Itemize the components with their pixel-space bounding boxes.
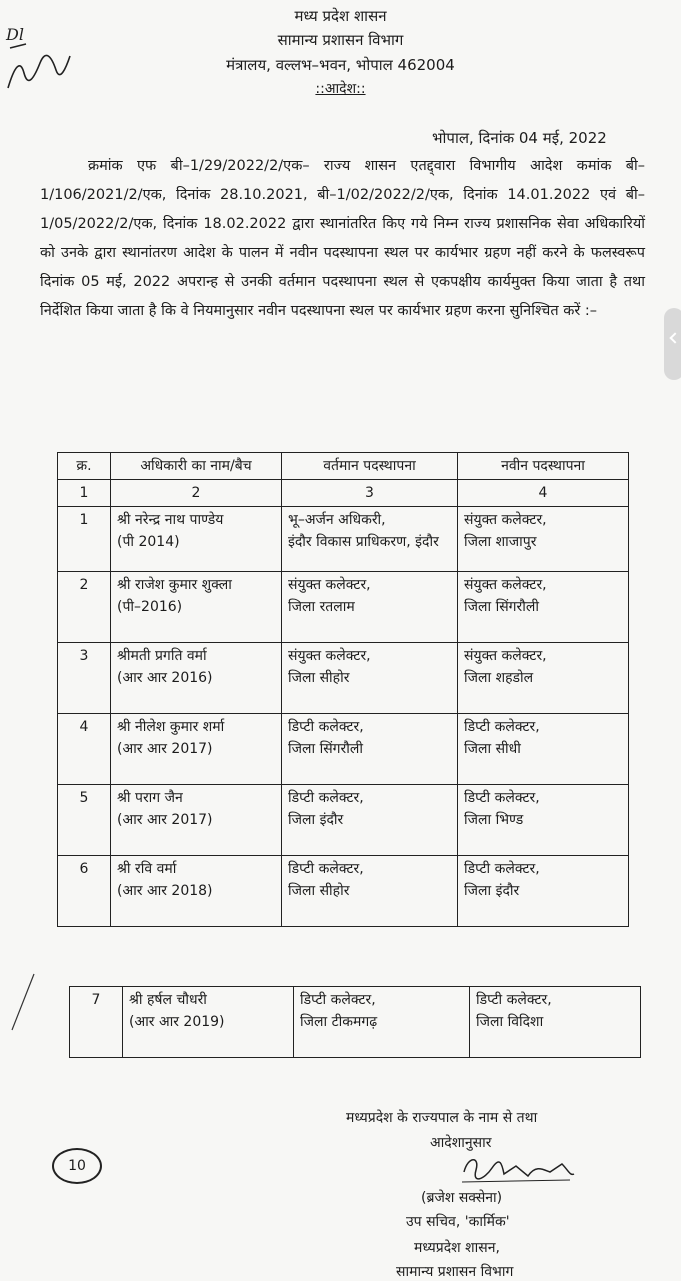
page-marker: 10 [52, 1148, 102, 1184]
officer-name: श्री हर्षल चौधरी [129, 992, 207, 1008]
officer-batch: (आर आर 2016) [117, 670, 213, 686]
header-officer-name: अधिकारी का नाम/बैच [111, 453, 282, 480]
new-posting-cell [470, 987, 641, 1058]
officer-batch: (पी 2014) [117, 534, 180, 550]
officer-batch: (आर आर 2017) [117, 812, 213, 828]
officer-batch: (आर आर 2018) [117, 883, 213, 899]
header-new-posting: नवीन पदस्थापना [458, 453, 629, 480]
posting-table-continued [69, 986, 641, 1058]
order-body [40, 152, 645, 326]
serial-cell: 3 [58, 643, 111, 714]
current-place: जिला टीकमगढ़ [300, 1014, 378, 1030]
new-post: डिप्टी कलेक्टर, [464, 719, 540, 735]
new-posting-cell [458, 856, 629, 927]
current-post: डिप्टी कलेक्टर, [288, 719, 364, 735]
new-posting-cell [458, 643, 629, 714]
serial-cell: 2 [58, 572, 111, 643]
signature-image [458, 1150, 578, 1190]
serial-cell: 4 [58, 714, 111, 785]
officer-cell [111, 785, 282, 856]
officer-name: श्री नीलेश कुमार शर्मा [117, 719, 225, 735]
officer-name: श्रीमती प्रगति वर्मा [117, 648, 207, 664]
margin-note-text: Dl [6, 25, 24, 44]
header-government: मध्य प्रदेश शासन [294, 7, 387, 25]
signer-designation: उप सचिव, 'कार्मिक' [406, 1214, 510, 1230]
current-posting-cell [294, 987, 470, 1058]
new-posting-cell [458, 507, 629, 572]
new-place: जिला सिंगरौली [464, 599, 540, 615]
serial-cell: 7 [70, 987, 123, 1058]
current-posting-cell [282, 572, 458, 643]
serial-cell: 1 [58, 507, 111, 572]
new-place: जिला शाजापुर [464, 534, 537, 550]
table-row [58, 507, 629, 572]
order-paragraph: क्रमांक एफ बी–1/29/2022/2/एक– राज्य शासन एतद्द्वारा विभागीय आदेश कमांक बी–1/106/2021/2/एक, दिनांक 28.10.2021, बी–1/02/2022/2/एक, दिनांक 14.01.2022 एवं बी–1/05/2022/2/एक, दिनांक 18.02.2022 द्वारा स्थानांतरित किए गये निम्न राज्य प्रशासनिक सेवा अधिकारियों को उनके द्वारा स्थानांतरण आदेश के पालन में नवीन पदस्थापना स्थल पर कार्यभार ग्रहण नहीं करने के फलस्वरूप दिनांक 05 मई, 2022 अपरान्ह से उनकी वर्तमान पदस्थापना स्थल से एकपक्षीय कार्यमुक्त किया जाता है तथा निर्देशित किया जाता है कि वे नियमानुसार नवीन पदस्थापना स्थल पर कार्यभार ग्रहण करना सुनिश्चित करें :– [40, 158, 645, 319]
current-posting-cell [282, 643, 458, 714]
table-row [58, 714, 629, 785]
table-header-row [58, 453, 629, 480]
officer-cell [111, 856, 282, 927]
signer-name: (ब्रजेश सक्सेना) [421, 1190, 503, 1206]
officer-name: श्री राजेश कुमार शुक्ला [117, 577, 232, 593]
new-posting-cell [458, 714, 629, 785]
officer-name: श्री पराग जैन [117, 790, 183, 806]
new-place: जिला विदिशा [476, 1014, 544, 1030]
table-row [58, 572, 629, 643]
signer-department: सामान्य प्रशासन विभाग [396, 1264, 514, 1280]
new-place: जिला शहडोल [464, 670, 534, 686]
table-row [58, 856, 629, 927]
col-number: 3 [282, 480, 458, 507]
table-row [70, 987, 641, 1058]
current-place: जिला इंदौर [288, 812, 344, 828]
table-row [58, 643, 629, 714]
header-serial: क्र. [58, 453, 111, 480]
header-department: सामान्य प्रशासन विभाग [277, 31, 404, 49]
header-current-posting: वर्तमान पदस्थापना [282, 453, 458, 480]
new-post: संयुक्त कलेक्टर, [464, 512, 547, 528]
new-posting-cell [458, 785, 629, 856]
new-place: जिला इंदौर [464, 883, 520, 899]
current-posting-cell [282, 714, 458, 785]
signer-office: मध्यप्रदेश शासन, [414, 1240, 500, 1256]
col-number: 1 [58, 480, 111, 507]
current-post: संयुक्त कलेक्टर, [288, 577, 371, 593]
officer-name: श्री रवि वर्मा [117, 861, 177, 877]
current-place: जिला सिंगरौली [288, 741, 364, 757]
column-number-row [58, 480, 629, 507]
new-post: डिप्टी कलेक्टर, [464, 790, 540, 806]
current-post: डिप्टी कलेक्टर, [288, 861, 364, 877]
officer-batch: (आर आर 2017) [117, 741, 213, 757]
officer-name: श्री नरेन्द्र नाथ पाण्डेय [117, 512, 224, 528]
current-place: इंदौर विकास प्राधिकरण, इंदौर [288, 534, 439, 550]
current-place: जिला रतलाम [288, 599, 355, 615]
header-address: मंत्रालय, वल्लभ–भवन, भोपाल 462004 [226, 56, 455, 74]
new-post: संयुक्त कलेक्टर, [464, 648, 547, 664]
officer-batch: (पी–2016) [117, 599, 183, 615]
officer-cell [111, 507, 282, 572]
serial-cell: 6 [58, 856, 111, 927]
current-posting-cell [282, 785, 458, 856]
authority-line-2: आदेशानुसार [430, 1135, 492, 1151]
officer-cell [111, 714, 282, 785]
order-title-text: ::आदेश:: [315, 81, 366, 97]
current-post: संयुक्त कलेक्टर, [288, 648, 371, 664]
current-post: डिप्टी कलेक्टर, [300, 992, 376, 1008]
scroll-up-handle[interactable] [664, 308, 681, 380]
new-post: संयुक्त कलेक्टर, [464, 577, 547, 593]
current-posting-cell [282, 507, 458, 572]
current-place: जिला सीहोर [288, 883, 350, 899]
new-place: जिला भिण्ड [464, 812, 524, 828]
margin-pen-mark [8, 972, 38, 1032]
officer-cell [111, 572, 282, 643]
serial-cell: 5 [58, 785, 111, 856]
posting-table [57, 452, 629, 927]
current-post: डिप्टी कलेक्टर, [288, 790, 364, 806]
order-title [0, 79, 681, 98]
date-line: भोपाल, दिनांक 04 मई, 2022 [432, 129, 607, 147]
current-posting-cell [282, 856, 458, 927]
table-row [58, 785, 629, 856]
new-post: डिप्टी कलेक्टर, [464, 861, 540, 877]
col-number: 2 [111, 480, 282, 507]
new-posting-cell [458, 572, 629, 643]
officer-cell [111, 643, 282, 714]
new-place: जिला सीधी [464, 741, 521, 757]
officer-cell [123, 987, 294, 1058]
authority-line: मध्यप्रदेश के राज्यपाल के नाम से तथा [346, 1110, 538, 1126]
officer-batch: (आर आर 2019) [129, 1014, 225, 1030]
new-post: डिप्टी कलेक्टर, [476, 992, 552, 1008]
col-number: 4 [458, 480, 629, 507]
current-place: जिला सीहोर [288, 670, 350, 686]
current-post: भू–अर्जन अधिकरी, [288, 512, 386, 528]
